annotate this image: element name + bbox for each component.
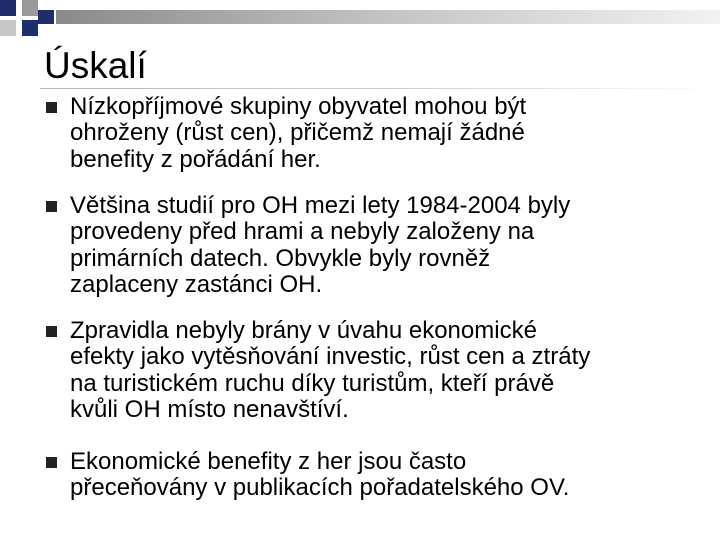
bullet-item bbox=[70, 94, 690, 173]
bullet-line: na turistickém ruchu díky turistům, kteří právě bbox=[70, 369, 555, 397]
bullet-line: Ekonomické benefity z her jsou často bbox=[70, 448, 467, 475]
header-stripe bbox=[56, 10, 720, 24]
bullet-line: primárních datech. Obvykle byly rovněž bbox=[70, 244, 491, 272]
bullet-line: kvůli OH místo nenavštíví. bbox=[70, 396, 349, 424]
bullet-item bbox=[70, 318, 690, 424]
decor-square-navy bbox=[0, 0, 16, 16]
square-bullet-icon bbox=[46, 326, 57, 337]
bullet-line: Nízkopříjmové skupiny obyvatel mohou být bbox=[70, 93, 527, 120]
bullet-line: benefity z pořádání her. bbox=[70, 145, 321, 173]
decor-square-navy-3 bbox=[38, 10, 54, 24]
square-bullet-icon bbox=[46, 201, 57, 212]
square-bullet-icon bbox=[46, 457, 57, 468]
bullet-line: Zpravidla nebyly brány v úvahu ekonomické bbox=[70, 317, 537, 344]
bullet-item bbox=[70, 449, 690, 502]
bullet-item bbox=[70, 193, 690, 299]
decor-square-gray-1 bbox=[22, 0, 38, 16]
title-underline bbox=[40, 88, 720, 89]
decor-square-gray-2 bbox=[0, 20, 16, 36]
decor-square-navy-2 bbox=[22, 20, 38, 36]
bullet-line: ohroženy (růst cen), přičemž nemají žádné bbox=[70, 119, 525, 147]
bullet-line: přeceňovány v publikacích pořadatelského OV. bbox=[70, 474, 570, 502]
bullet-line: zaplaceny zastánci OH. bbox=[70, 271, 323, 299]
bullet-line: provedeny před hrami a nebyly založeny na bbox=[70, 218, 535, 246]
square-bullet-icon bbox=[46, 102, 57, 113]
bullet-line: Většina studií pro OH mezi lety 1984-2004 byly bbox=[70, 192, 571, 219]
header-decoration bbox=[0, 0, 720, 40]
slide-title: Úskalí bbox=[44, 45, 147, 86]
bullet-line: efekty jako vytěsňování investic, růst cen a ztráty bbox=[70, 343, 591, 371]
